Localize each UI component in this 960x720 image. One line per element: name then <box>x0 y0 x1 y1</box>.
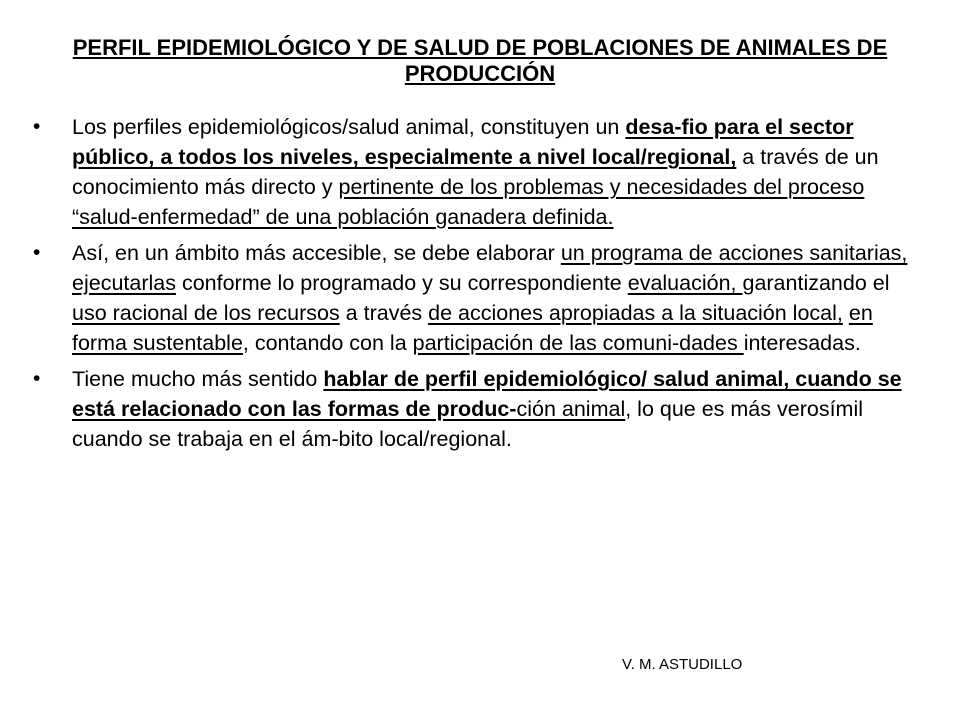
text-segment: , lo que es más verosímil cuando se trabaja en el ám-bito local/regional. <box>72 397 863 451</box>
text-segment: Los perfiles epidemiológicos/salud animal, constituyen un <box>72 115 626 139</box>
text-segment-underline: un programa de acciones sanitarias, <box>560 241 908 265</box>
bullet-icon: • <box>33 115 41 138</box>
bullet-item-1 <box>33 112 908 232</box>
text-segment: interesadas. <box>743 331 861 355</box>
text-segment: conforme lo programado y su correspondiente <box>175 271 628 295</box>
author-credit: V. M. ASTUDILLO <box>622 656 743 673</box>
text-segment: Tiene mucho más sentido <box>72 367 324 391</box>
bullet-icon: • <box>33 367 41 390</box>
text-segment-underline: en forma sustentable <box>72 301 873 355</box>
bullet-item-3 <box>33 364 908 454</box>
text-segment-bold-underline: hablar de perfil epidemiológico/ salud animal, cuando se está relacionado con las formas de produc- <box>72 367 902 421</box>
text-segment: garantizando el <box>742 271 890 295</box>
text-segment: Así, en un ámbito más accesible, se debe elaborar <box>72 241 561 265</box>
text-segment-underline: evaluación, <box>627 271 743 295</box>
bullet-icon: • <box>33 241 41 264</box>
text-segment: a través de un conocimiento más directo y <box>72 145 879 199</box>
text-segment-underline: ción animal <box>516 397 626 421</box>
text-segment-underline: pertinente de los problemas y necesidades del proceso “salud-enfermedad” de una población ganadera definida. <box>72 175 865 229</box>
text-segment: , contando con la <box>242 331 413 355</box>
text-segment-underline: uso racional de los recursos <box>72 301 340 325</box>
slide-title: PERFIL EPIDEMIOLÓGICO Y DE SALUD DE POBLACIONES DE ANIMALES DE PRODUCCIÓN <box>72 35 888 86</box>
text-segment-bold-underline: desa-fio para el sector público, a todos los niveles, especialmente a nivel local/regional, <box>72 115 854 169</box>
bullet-item-2 <box>33 238 908 358</box>
bullet-list <box>33 112 908 460</box>
text-segment-underline: de acciones apropiadas a la situación local, <box>428 301 843 325</box>
text-segment: a través <box>339 301 429 325</box>
text-segment-underline: participación de las comuni-dades <box>412 331 744 355</box>
text-segment-underline: ejecutarlas <box>72 271 176 295</box>
